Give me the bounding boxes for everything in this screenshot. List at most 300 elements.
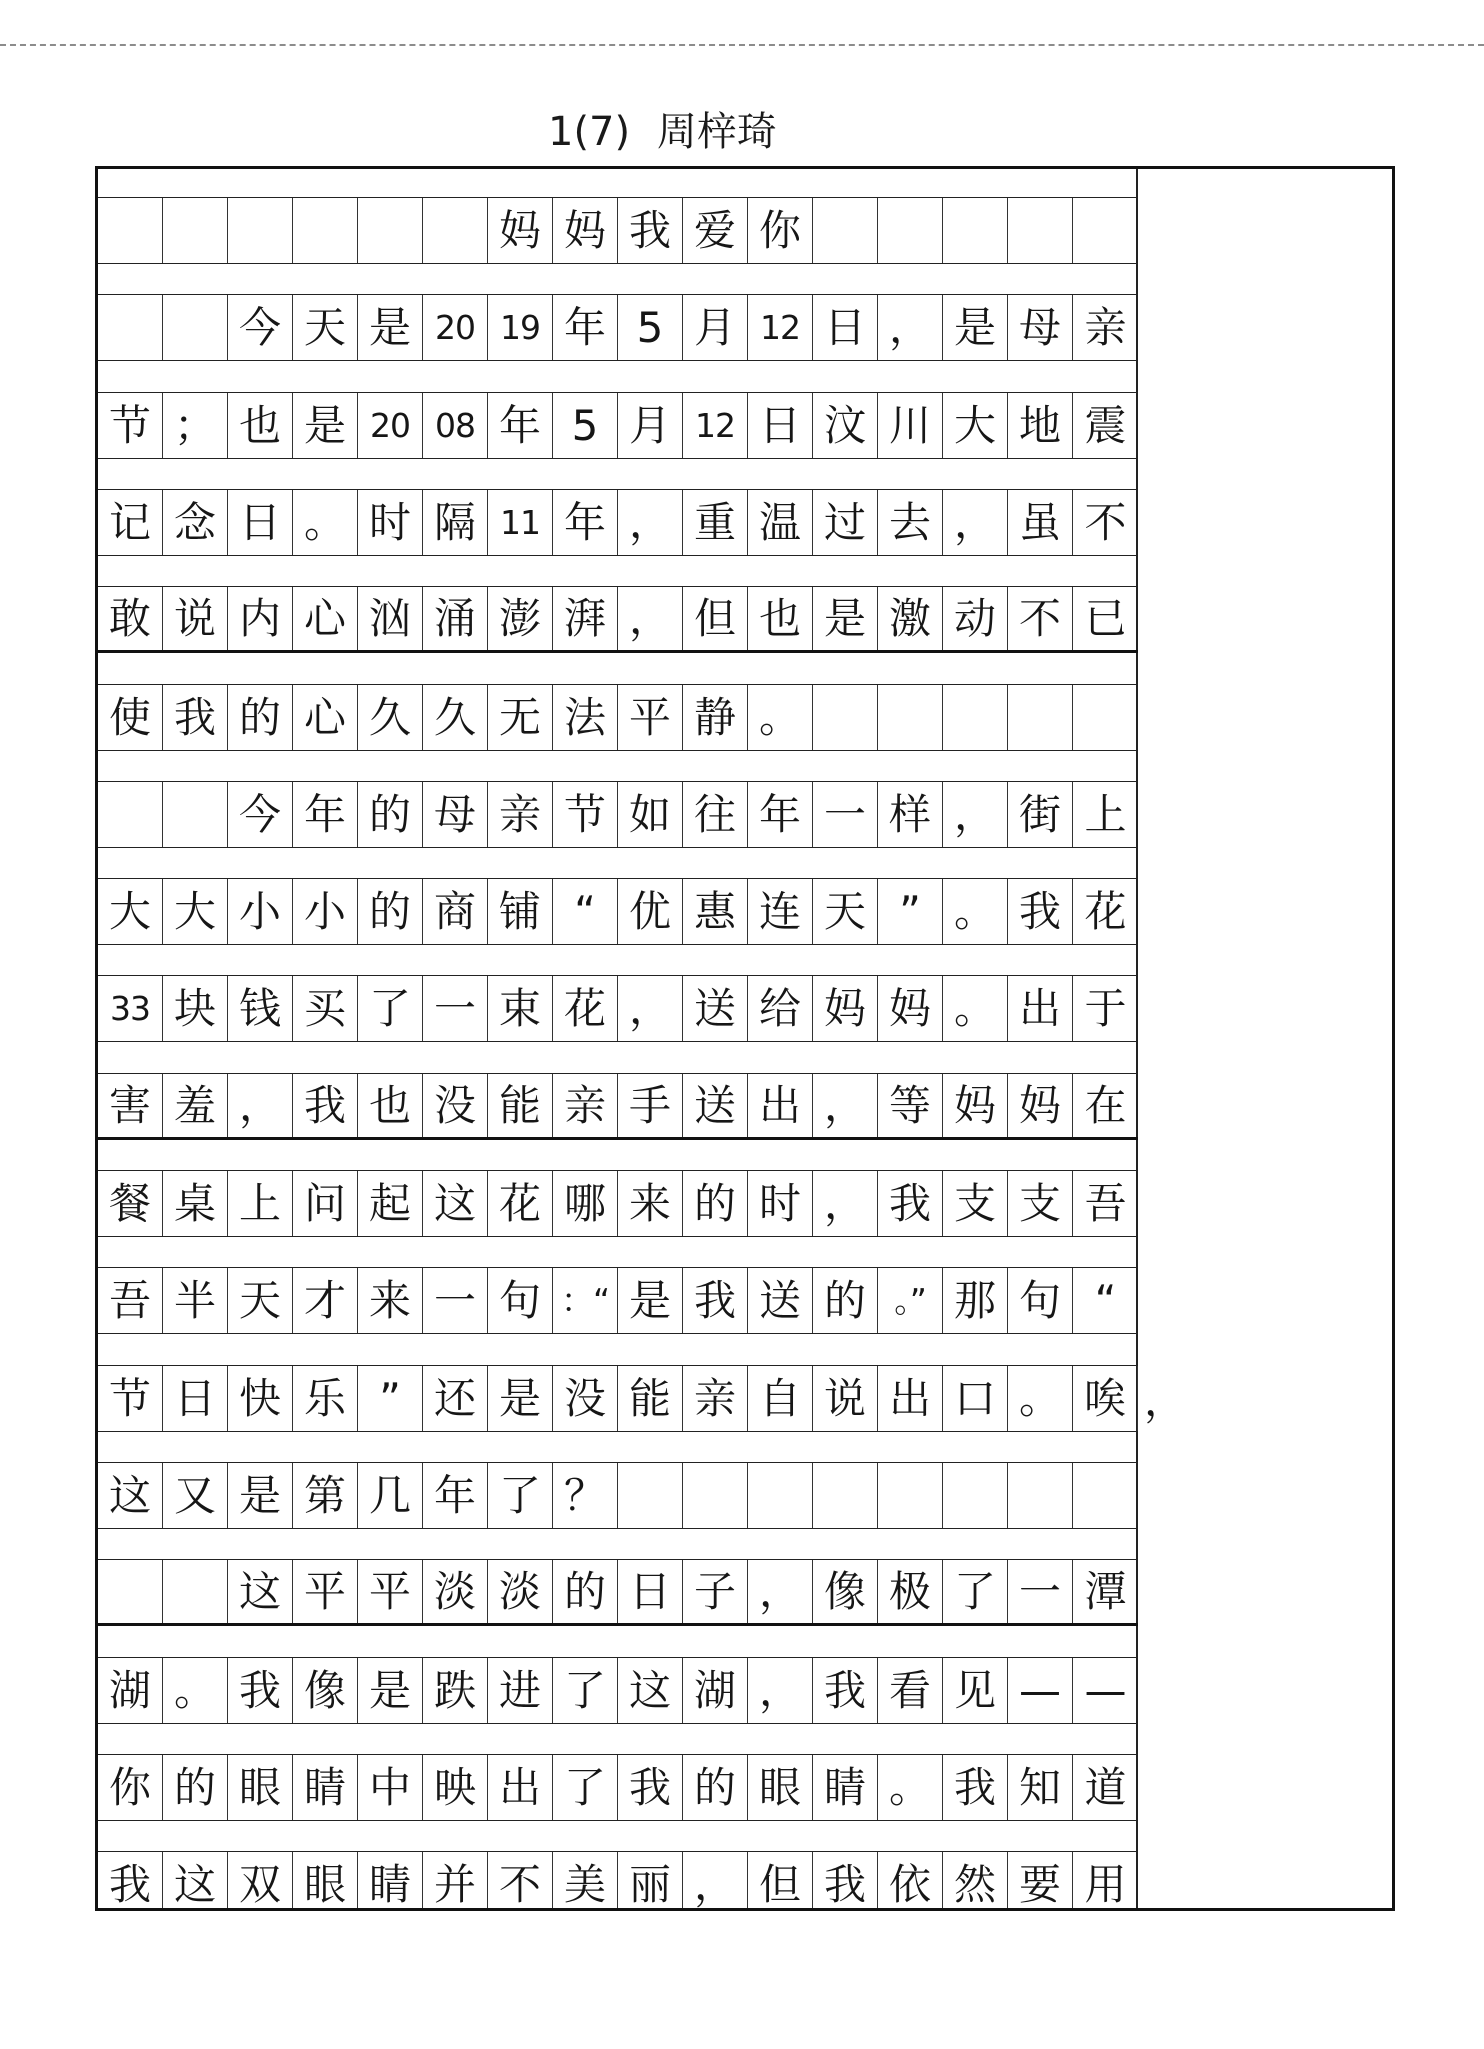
grid-cell: 你 — [748, 198, 813, 263]
grid-cell: 商 — [423, 879, 488, 944]
grid-cell: 餐 — [98, 1171, 163, 1236]
grid-cell: 害 — [98, 1074, 163, 1137]
grid-cell — [878, 198, 943, 263]
grid-cell — [943, 198, 1008, 263]
grid-cell: 亲 — [553, 1074, 618, 1137]
grid-cell: 日 — [748, 393, 813, 458]
grid-cell: 妈 — [1008, 1074, 1073, 1137]
grid-cell — [163, 782, 228, 847]
grid-cell: 睛 — [813, 1755, 878, 1820]
grid-cell — [878, 1463, 943, 1528]
grid-cell: 不 — [488, 1852, 553, 1911]
grid-cell: 12 — [683, 393, 748, 458]
grid-cell: 又 — [163, 1463, 228, 1528]
grid-cell: 澎 — [488, 587, 553, 650]
grid-cell: 极 — [878, 1560, 943, 1623]
grid-cell: ， — [228, 1074, 293, 1137]
grid-cell: ； — [163, 393, 228, 458]
grid-cell: 但 — [748, 1852, 813, 1911]
grid-cell: 第 — [293, 1463, 358, 1528]
grid-cell: 进 — [488, 1658, 553, 1723]
grid-row — [98, 586, 1138, 653]
grid-cell: 是 — [813, 587, 878, 650]
grid-cell: 也 — [358, 1074, 423, 1137]
grid-cell: 。” — [878, 1268, 943, 1333]
grid-cell: 桌 — [163, 1171, 228, 1236]
grid-cell: 半 — [163, 1268, 228, 1333]
grid-cell: 了 — [553, 1658, 618, 1723]
grid-cell: 20 — [358, 393, 423, 458]
grid-cell: 平 — [293, 1560, 358, 1623]
grid-cell: 束 — [488, 976, 553, 1041]
grid-cell: 天 — [293, 295, 358, 360]
grid-cell: 送 — [683, 1074, 748, 1137]
grid-cell: ” — [358, 1366, 423, 1431]
grid-cell: 然 — [943, 1852, 1008, 1911]
grid-cell: 唉 — [1073, 1366, 1138, 1431]
grid-cell: 眼 — [228, 1755, 293, 1820]
writing-grid — [98, 169, 1187, 1909]
grid-cell: 来 — [358, 1268, 423, 1333]
grid-cell: 念 — [163, 490, 228, 555]
grid-cell: 小 — [228, 879, 293, 944]
grid-cell: 我 — [943, 1755, 1008, 1820]
grid-cell: 久 — [358, 685, 423, 750]
grid-cell: 你 — [98, 1755, 163, 1820]
grid-cell: 08 — [423, 393, 488, 458]
grid-cell: 5 — [618, 295, 683, 360]
grid-cell: 的 — [163, 1755, 228, 1820]
grid-cell: 亲 — [488, 782, 553, 847]
grid-cell: 连 — [748, 879, 813, 944]
grid-cell: 的 — [228, 685, 293, 750]
grid-cell: 我 — [878, 1171, 943, 1236]
grid-cell — [98, 198, 163, 263]
grid-cell: 妈 — [878, 976, 943, 1041]
grid-cell: 激 — [878, 587, 943, 650]
grid-cell: 跌 — [423, 1658, 488, 1723]
grid-cell: 久 — [423, 685, 488, 750]
grid-cell: 能 — [488, 1074, 553, 1137]
grid-cell: 支 — [943, 1171, 1008, 1236]
grid-row — [98, 1170, 1138, 1237]
grid-cell: 了 — [553, 1755, 618, 1820]
grid-cell: 大 — [98, 879, 163, 944]
grid-cell: 几 — [358, 1463, 423, 1528]
grid-cell: 湖 — [98, 1658, 163, 1723]
grid-cell: 日 — [813, 295, 878, 360]
grid-cell: 天 — [228, 1268, 293, 1333]
grid-cell: 汹 — [358, 587, 423, 650]
grid-cell: 我 — [228, 1658, 293, 1723]
grid-cell: 妈 — [488, 198, 553, 263]
grid-cell: 句 — [488, 1268, 553, 1333]
grid-cell: 节 — [98, 1366, 163, 1431]
grid-cell: 是 — [943, 295, 1008, 360]
grid-row — [98, 1754, 1138, 1821]
grid-cell: 时 — [748, 1171, 813, 1236]
grid-cell — [163, 1560, 228, 1623]
class-label: 1(7) — [548, 109, 631, 155]
grid-cell: 知 — [1008, 1755, 1073, 1820]
grid-cell: 铺 — [488, 879, 553, 944]
grid-cell: 我 — [618, 198, 683, 263]
grid-cell: 记 — [98, 490, 163, 555]
grid-cell: 像 — [813, 1560, 878, 1623]
grid-cell: 我 — [618, 1755, 683, 1820]
grid-cell: 眼 — [293, 1852, 358, 1911]
grid-cell: 年 — [423, 1463, 488, 1528]
grid-cell: 吾 — [98, 1268, 163, 1333]
grid-cell: 是 — [228, 1463, 293, 1528]
grid-cell — [98, 1560, 163, 1623]
grid-cell: ， — [618, 490, 683, 555]
grid-cell: 川 — [878, 393, 943, 458]
grid-cell: 大 — [943, 393, 1008, 458]
grid-cell: 一 — [423, 1268, 488, 1333]
grid-cell: 19 — [488, 295, 553, 360]
grid-cell: 快 — [228, 1366, 293, 1431]
grid-cell: 33 — [98, 976, 163, 1041]
grid-cell: 潭 — [1084, 1566, 1127, 1616]
grid-cell: 震 — [1084, 400, 1127, 450]
grid-cell: 节 — [98, 393, 163, 458]
grid-cell: ， — [878, 295, 943, 360]
grid-cell — [228, 198, 293, 263]
grid-cell: 买 — [293, 976, 358, 1041]
grid-cell: 送 — [683, 976, 748, 1041]
grid-cell: 是 — [358, 1658, 423, 1723]
grid-cell: ， — [813, 1171, 878, 1236]
grid-cell: 花 — [553, 976, 618, 1041]
grid-cell: 看 — [878, 1658, 943, 1723]
grid-cell — [98, 295, 163, 360]
grid-cell: 我 — [1008, 879, 1073, 944]
grid-cell: 内 — [228, 587, 293, 650]
grid-cell — [1073, 198, 1138, 263]
grid-cell: 我 — [683, 1268, 748, 1333]
grid-cell: 于 — [1084, 983, 1127, 1033]
grid-row — [98, 1073, 1138, 1140]
grid-cell: 温 — [748, 490, 813, 555]
grid-cell: ， — [943, 490, 1008, 555]
grid-cell: 年 — [488, 393, 553, 458]
grid-cell: 时 — [358, 490, 423, 555]
grid-cell: 日 — [618, 1560, 683, 1623]
grid-cell: 出 — [878, 1366, 943, 1431]
grid-cell: 5 — [553, 393, 618, 458]
grid-cell: 涌 — [423, 587, 488, 650]
grid-row — [98, 1267, 1138, 1334]
grid-cell — [1008, 1463, 1073, 1528]
grid-cell: 是 — [293, 393, 358, 458]
grid-cell: ？ — [553, 1463, 618, 1528]
grid-cell: 像 — [293, 1658, 358, 1723]
grid-cell: 中 — [358, 1755, 423, 1820]
grid-cell: 年 — [293, 782, 358, 847]
grid-cell: 湖 — [683, 1658, 748, 1723]
grid-cell: 上 — [1084, 789, 1127, 839]
grid-cell: 哪 — [553, 1171, 618, 1236]
grid-cell: 天 — [813, 879, 878, 944]
composition-sheet — [95, 166, 1395, 1911]
grid-cell: 爱 — [683, 198, 748, 263]
grid-row — [98, 975, 1138, 1042]
grid-cell: 大 — [163, 879, 228, 944]
grid-cell: 我 — [98, 1852, 163, 1911]
grid-row — [98, 489, 1138, 556]
grid-cell: 样 — [878, 782, 943, 847]
grid-row — [98, 294, 1138, 361]
grid-cell: 淡 — [488, 1560, 553, 1623]
grid-cell: 的 — [813, 1268, 878, 1333]
grid-cell: 平 — [618, 685, 683, 750]
grid-cell: 母 — [1008, 295, 1073, 360]
grid-cell: 动 — [943, 587, 1008, 650]
grid-cell: ， — [683, 1852, 748, 1911]
grid-cell: 子 — [683, 1560, 748, 1623]
grid-cell: 这 — [228, 1560, 293, 1623]
student-name: 周梓琦 — [656, 109, 777, 155]
grid-cell: 12 — [748, 295, 813, 360]
grid-cell: 妈 — [813, 976, 878, 1041]
grid-cell: 如 — [618, 782, 683, 847]
grid-cell: 重 — [683, 490, 748, 555]
grid-cell: 丽 — [618, 1852, 683, 1911]
grid-cell: 月 — [618, 393, 683, 458]
grid-cell: 出 — [748, 1074, 813, 1137]
grid-cell: 起 — [358, 1171, 423, 1236]
grid-cell: ， — [748, 1658, 813, 1723]
grid-cell: 才 — [293, 1268, 358, 1333]
grid-cell: 要 — [1008, 1852, 1073, 1911]
grid-cell: 今 — [228, 782, 293, 847]
grid-cell: 妈 — [943, 1074, 1008, 1137]
grid-row — [98, 1462, 1138, 1529]
grid-cell: 。 — [943, 879, 1008, 944]
grid-cell: 亲 — [683, 1366, 748, 1431]
grid-cell: 了 — [943, 1560, 1008, 1623]
grid-cell: 用 — [1084, 1859, 1127, 1909]
grid-cell — [813, 685, 878, 750]
grid-row — [98, 878, 1138, 945]
grid-cell: “ — [553, 879, 618, 944]
grid-cell: 这 — [618, 1658, 683, 1723]
grid-cell: 静 — [683, 685, 748, 750]
grid-cell: 优 — [618, 879, 683, 944]
grid-cell: 是 — [488, 1366, 553, 1431]
grid-cell — [1073, 685, 1138, 750]
grid-cell: 汶 — [813, 393, 878, 458]
page-header — [548, 108, 777, 156]
grid-cell: 心 — [293, 587, 358, 650]
grid-cell: 心 — [293, 685, 358, 750]
grid-cell — [1073, 1463, 1138, 1528]
grid-row — [98, 1657, 1138, 1724]
grid-cell: 。 — [1008, 1366, 1073, 1431]
grid-cell: 年 — [748, 782, 813, 847]
grid-cell — [1008, 685, 1073, 750]
grid-cell: 送 — [748, 1268, 813, 1333]
grid-cell: 日 — [163, 1366, 228, 1431]
grid-cell: 羞 — [163, 1074, 228, 1137]
grid-cell — [683, 1463, 748, 1528]
grid-cell: 隔 — [423, 490, 488, 555]
grid-cell: 还 — [423, 1366, 488, 1431]
grid-cell: 能 — [618, 1366, 683, 1431]
grid-cell: 美 — [553, 1852, 618, 1911]
overflow-punctuation: ， — [1144, 1376, 1187, 1425]
grid-cell: 妈 — [553, 198, 618, 263]
grid-cell: 也 — [228, 393, 293, 458]
grid-cell: 手 — [618, 1074, 683, 1137]
grid-cell — [423, 198, 488, 263]
grid-cell — [1008, 198, 1073, 263]
grid-cell: 的 — [683, 1755, 748, 1820]
grid-cell: 平 — [358, 1560, 423, 1623]
grid-cell: 年 — [553, 490, 618, 555]
grid-row — [98, 1851, 1138, 1911]
grid-cell: 给 — [748, 976, 813, 1041]
grid-cell: 今 — [228, 295, 293, 360]
grid-cell: 无 — [488, 685, 553, 750]
grid-cell: 小 — [293, 879, 358, 944]
grid-cell: 了 — [358, 976, 423, 1041]
grid-cell: 不 — [1008, 587, 1073, 650]
grid-row — [98, 684, 1138, 751]
grid-cell: 一 — [423, 976, 488, 1041]
grid-cell: 说 — [163, 587, 228, 650]
grid-cell — [293, 198, 358, 263]
grid-cell: 并 — [423, 1852, 488, 1911]
grid-cell: 来 — [618, 1171, 683, 1236]
grid-cell: 亲 — [1084, 302, 1127, 352]
grid-cell: 那 — [943, 1268, 1008, 1333]
grid-cell: 双 — [228, 1852, 293, 1911]
grid-cell: 也 — [748, 587, 813, 650]
grid-cell: 出 — [488, 1755, 553, 1820]
grid-cell: ：“ — [553, 1268, 618, 1333]
grid-cell: 映 — [423, 1755, 488, 1820]
grid-cell: 使 — [98, 685, 163, 750]
grid-cell: 的 — [683, 1171, 748, 1236]
grid-cell: 是 — [618, 1268, 683, 1333]
grid-cell: 节 — [553, 782, 618, 847]
grid-cell: 没 — [423, 1074, 488, 1137]
grid-cell: 过 — [813, 490, 878, 555]
grid-row — [98, 1365, 1187, 1432]
grid-cell: 20 — [423, 295, 488, 360]
grid-cell: ， — [943, 782, 1008, 847]
grid-cell: 但 — [683, 587, 748, 650]
grid-cell: 上 — [228, 1171, 293, 1236]
grid-cell — [98, 782, 163, 847]
scan-edge-dashed-line — [0, 44, 1484, 46]
grid-cell: 。 — [293, 490, 358, 555]
grid-cell — [163, 295, 228, 360]
grid-cell: 月 — [683, 295, 748, 360]
grid-cell: 自 — [748, 1366, 813, 1431]
grid-row — [98, 781, 1138, 848]
grid-cell: 惠 — [683, 879, 748, 944]
grid-cell: 我 — [813, 1852, 878, 1911]
grid-cell: 睛 — [293, 1755, 358, 1820]
grid-cell: 年 — [553, 295, 618, 360]
grid-cell: 往 — [683, 782, 748, 847]
grid-cell: 的 — [553, 1560, 618, 1623]
grid-cell: 地 — [1008, 393, 1073, 458]
grid-cell: 这 — [98, 1463, 163, 1528]
grid-cell — [943, 685, 1008, 750]
grid-cell: 一 — [1008, 1560, 1073, 1623]
grid-cell: 眼 — [748, 1755, 813, 1820]
grid-cell: 日 — [228, 490, 293, 555]
grid-cell: 一 — [813, 782, 878, 847]
grid-cell: 。 — [163, 1658, 228, 1723]
grid-cell: 句 — [1008, 1268, 1073, 1333]
grid-cell: 我 — [163, 685, 228, 750]
grid-cell: 的 — [358, 782, 423, 847]
grid-cell — [813, 198, 878, 263]
grid-cell: 了 — [488, 1463, 553, 1528]
grid-cell: 支 — [1008, 1171, 1073, 1236]
grid-cell: — — [1008, 1658, 1073, 1723]
grid-cell — [618, 1463, 683, 1528]
grid-cell — [943, 1463, 1008, 1528]
grid-cell: 乐 — [293, 1366, 358, 1431]
grid-cell: 母 — [423, 782, 488, 847]
grid-cell: 块 — [163, 976, 228, 1041]
grid-cell: 不 — [1084, 497, 1127, 547]
grid-cell: 。 — [943, 976, 1008, 1041]
grid-cell: 我 — [293, 1074, 358, 1137]
grid-cell: 11 — [488, 490, 553, 555]
grid-cell: “ — [1094, 1275, 1117, 1325]
grid-cell: 等 — [878, 1074, 943, 1137]
grid-cell — [813, 1463, 878, 1528]
grid-cell: ， — [618, 587, 683, 650]
grid-cell: 我 — [813, 1658, 878, 1723]
grid-cell: 吾 — [1084, 1178, 1127, 1228]
grid-cell: 说 — [813, 1366, 878, 1431]
grid-cell: 去 — [878, 490, 943, 555]
grid-cell: 睛 — [358, 1852, 423, 1911]
grid-cell: 敢 — [98, 587, 163, 650]
grid-cell — [358, 198, 423, 263]
grid-row — [98, 392, 1138, 459]
grid-cell: 。 — [878, 1755, 943, 1820]
grid-cell: 淡 — [423, 1560, 488, 1623]
grid-cell: 出 — [1008, 976, 1073, 1041]
grid-cell: 这 — [423, 1171, 488, 1236]
grid-cell: ， — [813, 1074, 878, 1137]
grid-cell: 法 — [553, 685, 618, 750]
grid-row — [98, 1559, 1138, 1626]
grid-cell: 见 — [943, 1658, 1008, 1723]
grid-cell: 花 — [1084, 886, 1127, 936]
grid-cell: ” — [878, 879, 943, 944]
grid-cell: 虽 — [1008, 490, 1073, 555]
grid-cell — [878, 685, 943, 750]
grid-cell: ， — [748, 1560, 813, 1623]
grid-cell: 问 — [293, 1171, 358, 1236]
grid-cell: — — [1084, 1665, 1127, 1715]
grid-cell: 湃 — [553, 587, 618, 650]
grid-cell: 钱 — [228, 976, 293, 1041]
grid-cell: 花 — [488, 1171, 553, 1236]
grid-cell — [748, 1463, 813, 1528]
grid-cell: 道 — [1084, 1762, 1127, 1812]
